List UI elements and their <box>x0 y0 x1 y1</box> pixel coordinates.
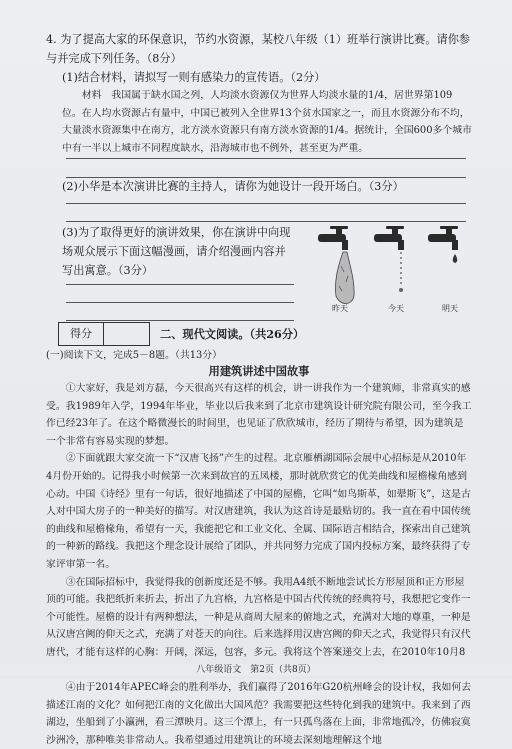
reading-paragraph-3: ③在国际招标中，我觉得我的创新度还是不够。我用A4纸不断地尝试长方形屋顶和正方形屋顶的可能。我把纸折来折去，折出了九宫格，九宫格是中国古代传统的经典符号，我想把它变作一个可能性。屋檐的设计有两种想法，一种是从商周大屋来的俯地之式，充满对大地的尊重，一种是从汉唐宫阙的仰天之式，充满了对苍天的向往。后来选择用汉唐宫阙的仰天之式，我觉得只有汉代唐代，才能有这样的心胸：开阔，深远，包容，多元。我将这个答案递交上去，在2010年10月8 <box>46 576 471 658</box>
score-entry-cell[interactable] <box>104 323 149 345</box>
q4-intro: 4. 为了提高大家的环保意识，节约水资源，某校八年级（1）班举行演讲比赛。请你参与并完成下列任务。（8分） <box>46 33 471 65</box>
answer-line[interactable] <box>66 158 466 159</box>
q4-material-block <box>62 87 472 157</box>
reading-title-block <box>46 362 472 381</box>
reading-sub-intro: (一)阅读下文，完成5－8题。（共13分） <box>46 350 223 361</box>
answer-line[interactable] <box>66 302 294 303</box>
reading-paragraph-1: ①大家好，我是刘方磊，今天很高兴有这样的机会，讲一讲我作为一个建筑师，非常真实的感受。我1989年入学，1994年毕业，毕业以后我来到了北京市建筑设计研究院有限公司，至今我工作已经23年了。在这个略微漫长的时间里，也见证了欣欣城市，经历了期待与希望，因为建筑是一个非常有容易实现的梦想。 <box>46 383 472 447</box>
reading-title: 用建筑讲述中国故事 <box>208 364 310 378</box>
score-label: 得分 <box>59 323 104 345</box>
faucet-tomorrow-icon <box>424 226 464 312</box>
faucet-yesterday-icon <box>314 226 354 312</box>
section2-heading-block <box>160 325 472 344</box>
caption-yesterday: 昨天 <box>332 304 348 313</box>
answer-line[interactable] <box>66 203 466 204</box>
reading-paragraph-2: ②下面就跟大家交流一下“汉唐飞扬”产生的过程。北京雁栖湖国际会展中心招标是从2010年4月份开始的。记得我小时候第一次来到故宫的五凤楼，那时就欣赏它的优美曲线和屋檐椽角感到心动。中国《诗经》里有一句话，很好地描述了中国的屋檐，它叫“如鸟斯革，如翚斯飞”，这是古人对中国大房子的一种美好的描写。对汉唐建筑，我认为这首诗是最贴切的。我一直在看中国传统的曲线和屋檐椽角，希望有一天，我能把它和工业文化、全属、国际语言相结合，探索出自己建筑的一种新的路线。我把这个理念设计展给了团队，并共同努力完成了国内投标方案，最终获得了专家评审第一名。 <box>46 453 471 570</box>
page-footer: 八年级语文 第2页（共8页） <box>0 664 512 676</box>
footer-block <box>0 664 512 676</box>
answer-line[interactable] <box>66 320 294 321</box>
q4-sub1-prompt: (1)结合材料，请拟写一则有感染力的宣传语。（2分） <box>62 71 326 84</box>
q4-sub3-prompt: (3)为了取得更好的演讲效果，你在演讲中向现场观众展示下面这幅漫画，请介绍漫画内容并写出寓意。（3分） <box>62 226 291 277</box>
reading-body <box>46 380 472 749</box>
q4-sub1-block <box>62 68 472 87</box>
q4-intro-block <box>46 30 472 68</box>
answer-line[interactable] <box>66 221 466 222</box>
q4-material-text: 材料 我国属于缺水国之列，人均淡水资源仅为世界人均淡水量的1/4，居世界第109位。在人均水资源占有量中，中国已被列入全世界13个贫水国家之一，而且水资源分布不均，大量淡水资源集中在南方，北方淡水资源只有南方淡水资源的1/4。据统计，全国600多个城市中有一半以上城市不同程度缺水，沿海城市也不例外，甚至更为严重。 <box>62 90 472 154</box>
q4-sub2-prompt: (2)小华是本次演讲比赛的主持人，请你为她设计一段开场白。（3分） <box>62 180 404 193</box>
caption-tomorrow: 明天 <box>442 304 458 313</box>
answer-line[interactable] <box>66 284 294 285</box>
caption-today: 今天 <box>388 304 404 313</box>
q4-sub2-block <box>62 177 472 196</box>
reading-paragraph-4: ④由于2014年APEC峰会的胜利举办，我们赢得了2016年G20杭州峰会的设计权，我如何去描述江南的文化？如何把江南的文化做出大国风范？我需要把这些特化到我的建筑中。我来到了西湖边，坐船到了小瀛洲，看三潭映月。这三个潭上，有一只孤鸟落在上面，非常地孤冷，仿佛寂寞沙洲冷，那种唯美非常动人。我希望通过用建筑让的环境去深刻地理解这个地 <box>46 682 472 746</box>
score-box <box>58 322 150 346</box>
q4-sub3-block <box>62 223 292 280</box>
faucet-today-icon <box>370 226 410 312</box>
section2-title: 二、现代文阅读。（共26分） <box>160 327 305 341</box>
